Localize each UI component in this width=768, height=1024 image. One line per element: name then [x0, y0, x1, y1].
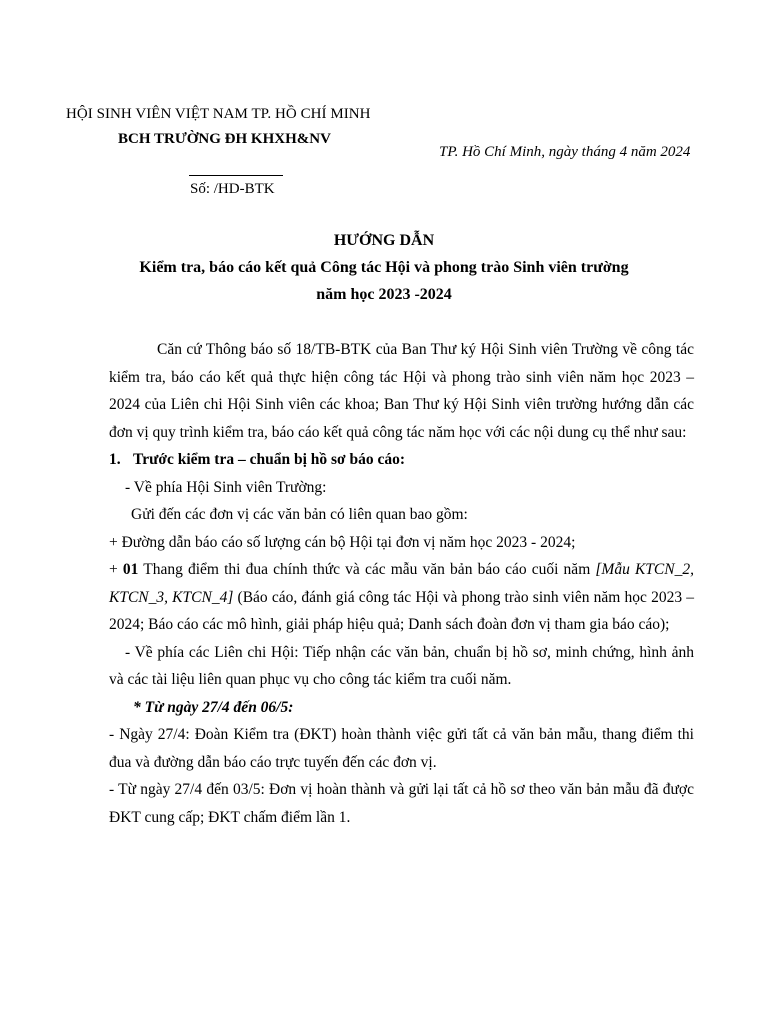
day-27-paragraph: - Ngày 27/4: Đoàn Kiểm tra (ĐKT) hoàn thành việc gửi tất cả văn bản mẫu, thang điểm thi đua và đường dẫn báo cáo trực tuyến đến các đơn vị. [109, 726, 694, 771]
section-number: 1. [109, 451, 121, 468]
period-heading: * Từ ngày 27/4 đến 06/5: [133, 698, 294, 716]
day-27-to-03-paragraph: - Từ ngày 27/4 đến 03/5: Đơn vị hoàn thành và gửi lại tất cả hồ sơ theo văn bản mẫu đã được ĐKT cung cấp; ĐKT chấm điểm lần 1. [109, 781, 694, 826]
document-number: Số: /HD-BTK [190, 181, 275, 197]
section-title: Trước kiểm tra – chuẩn bị hồ sơ báo cáo: [133, 451, 406, 468]
organization-branch: BCH TRƯỜNG ĐH KHXH&NV [118, 131, 331, 147]
score-sheet-item [109, 556, 694, 639]
score-templates: [Mẫu KTCN_2, KTCN_3, KTCN_4] [109, 561, 694, 606]
send-docs-paragraph: Gửi đến các đơn vị các văn bản có liên quan bao gồm: [131, 506, 468, 523]
faculty-side-paragraph: - Về phía các Liên chi Hội: Tiếp nhận các văn bản, chuẩn bị hồ sơ, minh chứng, hình ảnh và các tài liệu liên quan phục vụ cho công tác kiểm tra cuối năm. [109, 643, 694, 688]
score-prefix: + [109, 561, 123, 578]
document-title: HƯỚNG DẪN [333, 232, 435, 249]
report-link-item: + Đường dẫn báo cáo số lượng cán bộ Hội tại đơn vị năm học 2023 - 2024; [109, 533, 576, 551]
intro-paragraph: Căn cứ Thông báo số 18/TB-BTK của Ban Thư ký Hội Sinh viên Trường về công tác kiểm tra, báo cáo kết quả thực hiện công tác Hội và phong trào sinh viên năm học 2023 – 2024 của Liên chi Hội Sinh viên các khoa; Ban Thư ký Hội Sinh viên trường hướng dẫn các đơn vị quy trình kiểm tra, báo cáo kết quả công tác năm học với các nội dung cụ thể như sau: [109, 341, 694, 441]
document-subtitle-line2: năm học 2023 -2024 [316, 286, 452, 303]
score-text-2: (Báo cáo, đánh giá công tác Hội và phong trào sinh viên năm học 2023 – 2024; Báo cáo các mô hình, giải pháp hiệu quả; Danh sách đoàn đơn vị tham gia báo cáo); [109, 588, 694, 633]
document-body [109, 336, 694, 831]
date-line: TP. Hồ Chí Minh, ngày tháng 4 năm 2024 [439, 144, 691, 160]
score-count: 01 [122, 561, 139, 578]
school-side-paragraph: - Về phía Hội Sinh viên Trường: [125, 478, 327, 496]
score-text-1: Thang điểm thi đua chính thức và các mẫu văn bản báo cáo cuối năm [138, 561, 596, 578]
section-heading [109, 446, 694, 474]
header-divider [189, 175, 283, 176]
document-subtitle-line1: Kiểm tra, báo cáo kết quả Công tác Hội và phong trào Sinh viên trường [139, 259, 629, 276]
organization-name: HỘI SINH VIÊN VIỆT NAM TP. HỒ CHÍ MINH [66, 106, 371, 122]
